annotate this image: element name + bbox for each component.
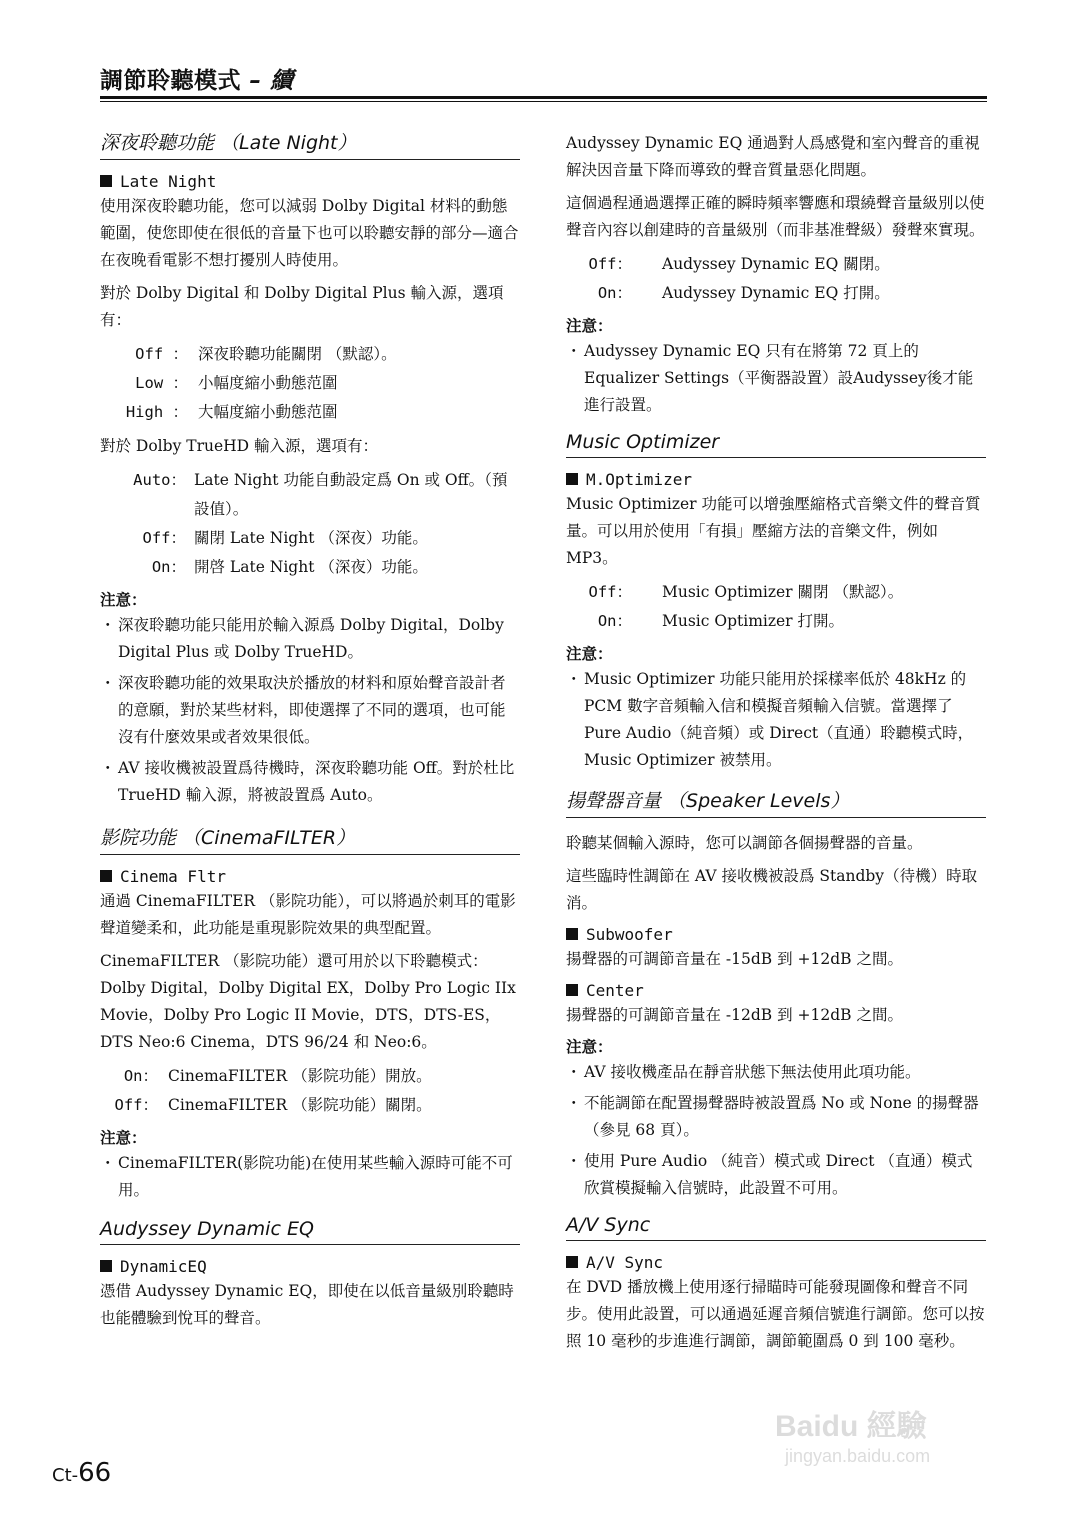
note-item: ・ Audyssey Dynamic EQ 只有在將第 72 頁上的 Equalizer Settings（平衡器設置）設Audyssey後才能進行設置。 (566, 342, 974, 414)
section-title-late-night: 深夜聆聽功能 （Late Night） (100, 128, 520, 160)
subheading-cinema-fltr: Cinema Fltr (100, 867, 520, 886)
header-rule (100, 96, 987, 99)
paragraph: 這些臨時性調節在 AV 接收機被設爲 Standby（待機）時取消。 (566, 867, 978, 912)
subheading-m-optimizer: M.Optimizer (566, 470, 986, 489)
square-bullet-icon (566, 1256, 578, 1268)
paragraph: 憑借 Audyssey Dynamic EQ，即使在以低音量級別聆聽時也能體驗到悅耳的聲音。 (100, 1282, 514, 1327)
paragraph: 對於 Dolby TrueHD 輸入源，選項有： (100, 437, 379, 455)
section-title-cinema: 影院功能 （CinemaFILTER） (100, 823, 520, 855)
paragraph: 聆聽某個輸入源時，您可以調節各個揚聲器的音量。 (566, 834, 923, 852)
option-row: Off： 關閉 Late Night （深夜）功能。 (142, 529, 428, 547)
paragraph: Audyssey Dynamic EQ 通過對人爲感覺和室內聲音的重視解決因音量下降而導致的聲音質量惡化問題。 (566, 134, 980, 179)
square-bullet-icon (566, 984, 578, 996)
note-label: 注意： (100, 591, 147, 609)
option-list (566, 250, 986, 308)
section-title-av-sync: A/V Sync (566, 1214, 986, 1241)
square-bullet-icon (100, 1260, 112, 1272)
note-label: 注意： (566, 1038, 613, 1056)
option-list (566, 578, 986, 636)
paragraph: CinemaFILTER （影院功能）還可用於以下聆聽模式：Dolby Digital，Dolby Digital EX，Dolby Pro Logic IIx Movie，Dolby Pro Logic II Movie，DTS，DTS-ES，DTS Neo:6 Cinema，DTS 96/24 和 Neo:6。 (100, 952, 516, 1051)
subheading-av-sync: A/V Sync (566, 1253, 986, 1272)
watermark-url: jingyan.baidu.com (785, 1446, 931, 1466)
watermark-text: Baidu 經驗 (775, 1410, 927, 1443)
subheading-late-night: Late Night (100, 172, 520, 191)
square-bullet-icon (100, 870, 112, 882)
option-row: On： Audyssey Dynamic EQ 打開。 (597, 284, 890, 302)
page-number: Ct-66 (52, 1458, 112, 1488)
paragraph: Music Optimizer 功能可以增強壓縮格式音樂文件的聲音質量。可以用於使用「有損」壓縮方法的音樂文件，例如 MP3。 (566, 495, 981, 567)
paragraph: 揚聲器的可調節音量在 -12dB 到 +12dB 之間。 (566, 1006, 904, 1024)
option-row: Off： Music Optimizer 關閉 （默認）。 (588, 583, 904, 601)
note-label: 注意： (566, 317, 613, 335)
paragraph: 對於 Dolby Digital 和 Dolby Digital Plus 輸入源，選項有： (100, 284, 504, 329)
paragraph: 在 DVD 播放機上使用逐行掃瞄時可能發現圖像和聲音不同步。使用此設置，可以通過延遲音頻信號進行調節。您可以按照 10 毫秒的步進進行調節，調節範圍爲 0 到 100 毫秒。 (566, 1278, 985, 1350)
note-item: ・ AV 接收機被設置爲待機時，深夜聆聽功能 Off。對於杜比 TrueHD 輸入源，將被設置爲 Auto。 (100, 759, 515, 804)
paragraph: 使用深夜聆聽功能，您可以減弱 Dolby Digital 材料的動態範圍，使您即使在很低的音量下也可以聆聽安靜的部分—適合在夜晚看電影不想打擾別人時使用。 (100, 197, 519, 269)
right-column (566, 130, 986, 1361)
page-title: 調節聆聽模式 – 續 (100, 68, 294, 94)
section-title-music-optimizer: Music Optimizer (566, 431, 986, 458)
option-row: Auto： Late Night 功能自動設定爲 On 或 Off。（預設值）。 (133, 471, 508, 518)
note-item: ・ CinemaFILTER(影院功能)在使用某些輸入源時可能不可用。 (100, 1154, 513, 1199)
note-item: ・ AV 接收機產品在靜音狀態下無法使用此項功能。 (566, 1063, 921, 1081)
section-title-audyssey: Audyssey Dynamic EQ (100, 1218, 520, 1245)
square-bullet-icon (566, 928, 578, 940)
option-list (100, 1062, 520, 1120)
option-row: On： CinemaFILTER （影院功能）開放。 (123, 1067, 432, 1085)
note-item: ・ Music Optimizer 功能只能用於採樣率低於 48kHz 的 PCM 數字音頻輸入信和模擬音頻輸入信號。當選擇了 Pure Audio（純音頻）或 Direct（直通）聆聽模式時，Music Optimizer 被禁用。 (566, 670, 974, 769)
option-row: On： 開啓 Late Night （深夜）功能。 (151, 558, 428, 576)
option-row: Low ： 小幅度縮小動態范圍 (135, 374, 338, 392)
watermark-logo (765, 1400, 1025, 1470)
option-row: Off ： 深夜聆聽功能關閉 （默認）。 (135, 345, 397, 363)
header-rule-thin (100, 101, 987, 102)
title-continued: – 續 (241, 68, 294, 94)
square-bullet-icon (100, 175, 112, 187)
square-bullet-icon (566, 473, 578, 485)
option-row: Off： CinemaFILTER （影院功能）關閉。 (114, 1096, 432, 1114)
option-row: On： Music Optimizer 打開。 (597, 612, 845, 630)
subheading-subwoofer: Subwoofer (566, 925, 986, 944)
page-header (100, 62, 987, 95)
note-item: ・ 深夜聆聽功能只能用於輸入源爲 Dolby Digital，Dolby Digital Plus 或 Dolby TrueHD。 (100, 616, 504, 661)
section-title-speaker-levels: 揚聲器音量 （Speaker Levels） (566, 786, 986, 818)
option-row: High ： 大幅度縮小動態范圍 (125, 403, 338, 421)
note-label: 注意： (100, 1129, 147, 1147)
option-row: Off： Audyssey Dynamic EQ 關閉。 (588, 255, 890, 273)
option-list (100, 340, 520, 427)
subheading-dynamiceq: DynamicEQ (100, 1257, 520, 1276)
paragraph: 揚聲器的可調節音量在 -15dB 到 +12dB 之間。 (566, 950, 904, 968)
option-list (100, 466, 520, 582)
note-item: ・ 使用 Pure Audio （純音）模式或 Direct （直通）模式欣賞模擬輸入信號時，此設置不可用。 (566, 1152, 973, 1197)
paragraph: 通過 CinemaFILTER （影院功能），可以將過於刺耳的電影聲道變柔和，此功能是重現影院效果的典型配置。 (100, 892, 516, 937)
note-item: ・ 深夜聆聽功能的效果取決於播放的材料和原始聲音設計者的意願，對於某些材料，即使選擇了不同的選項，也可能沒有什麼效果或者效果很低。 (100, 674, 506, 746)
note-item: ・ 不能調節在配置揚聲器時被設置爲 No 或 None 的揚聲器（參見 68 頁）。 (566, 1094, 979, 1139)
note-label: 注意： (566, 645, 613, 663)
left-column (100, 128, 520, 1338)
subheading-center: Center (566, 981, 986, 1000)
paragraph: 這個過程通過選擇正確的瞬時頻率響應和環繞聲音量級別以使聲音內容以創建時的音量級別（而非基准聲級）發聲來實現。 (566, 194, 985, 239)
